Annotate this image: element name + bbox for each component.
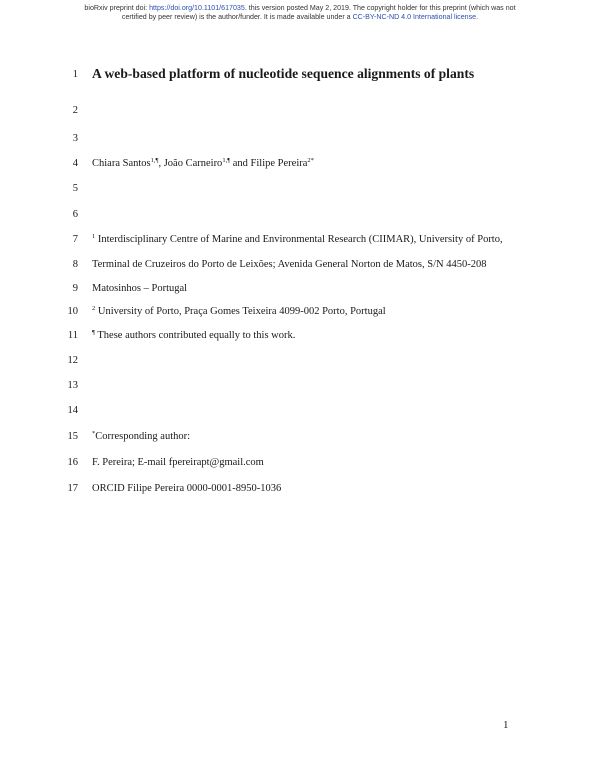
corresponding-author-heading: [92, 431, 190, 442]
affiliation-1-line-2: Terminal de Cruzeiros do Porto de Leixões; Avenida General Norton de Matos, S/N 4450-208: [92, 259, 487, 270]
line-number: 4: [72, 158, 78, 169]
line-number: 16: [67, 457, 78, 468]
banner-prefix: bioRxiv preprint doi:: [84, 4, 150, 12]
corresponding-mark: *: [92, 430, 96, 437]
author-name: and Filipe Pereira: [230, 158, 308, 169]
line-number: 11: [67, 330, 78, 341]
affiliation-text: University of Porto, Praça Gomes Teixeira 4099-002 Porto, Portugal: [95, 306, 386, 317]
affiliation-1-line-3: Matosinhos – Portugal: [92, 283, 188, 294]
equal-text: These authors contributed equally to this work.: [94, 330, 296, 341]
banner-line-1: [0, 4, 600, 13]
author-affiliation-mark: 1,¶: [150, 157, 159, 164]
affiliation-1: [92, 234, 503, 245]
line-number: 12: [67, 355, 78, 366]
email-line: F. Pereira; E-mail fpereirapt@gmail.com: [92, 457, 264, 468]
line-number: 6: [72, 209, 78, 220]
line-number: 9: [72, 283, 78, 294]
line-number: 14: [67, 405, 78, 416]
author-name: Chiara Santos: [92, 158, 151, 169]
line-number: 5: [72, 183, 78, 194]
author-affiliation-mark: 2*: [307, 157, 314, 164]
affiliation-mark: 1: [92, 233, 96, 240]
line-number: 8: [72, 259, 78, 270]
equal-mark: ¶: [92, 329, 95, 336]
author-list: [92, 158, 314, 169]
affiliation-mark: 2: [92, 305, 96, 312]
preprint-banner: [0, 4, 600, 22]
banner-suffix-2: .: [476, 13, 479, 21]
line-number: 17: [67, 483, 78, 494]
line-number: 13: [67, 380, 78, 391]
banner-suffix: . this version posted May 2, 2019. The copyright holder for this preprint (which was not: [244, 4, 516, 12]
page-number: 1: [503, 719, 509, 731]
corresponding-text: Corresponding author:: [95, 431, 191, 442]
equal-contribution-note: [92, 330, 295, 341]
affiliation-2: [92, 306, 386, 317]
author-affiliation-mark: 1,¶: [222, 157, 231, 164]
banner-prefix-2: certified by peer review) is the author/funder. It is made available under a: [121, 13, 353, 21]
line-number: 15: [67, 431, 78, 442]
banner-line-2: [0, 13, 600, 22]
license-link[interactable]: CC-BY-NC-ND 4.0 International license: [352, 13, 477, 21]
author-name: , João Carneiro: [158, 158, 223, 169]
line-number: 7: [72, 234, 78, 245]
affiliation-text: Interdisciplinary Centre of Marine and Environmental Research (CIIMAR), University of Porto,: [95, 234, 503, 245]
line-number: 3: [72, 133, 78, 144]
line-number: 2: [72, 105, 78, 116]
line-number: 10: [67, 306, 78, 317]
paper-title: A web-based platform of nucleotide sequence alignments of plants: [92, 66, 475, 81]
line-number: 1: [72, 69, 78, 80]
orcid-line: ORCID Filipe Pereira 0000-0001-8950-1036: [92, 483, 282, 494]
doi-link[interactable]: https://doi.org/10.1101/617035: [149, 4, 245, 12]
